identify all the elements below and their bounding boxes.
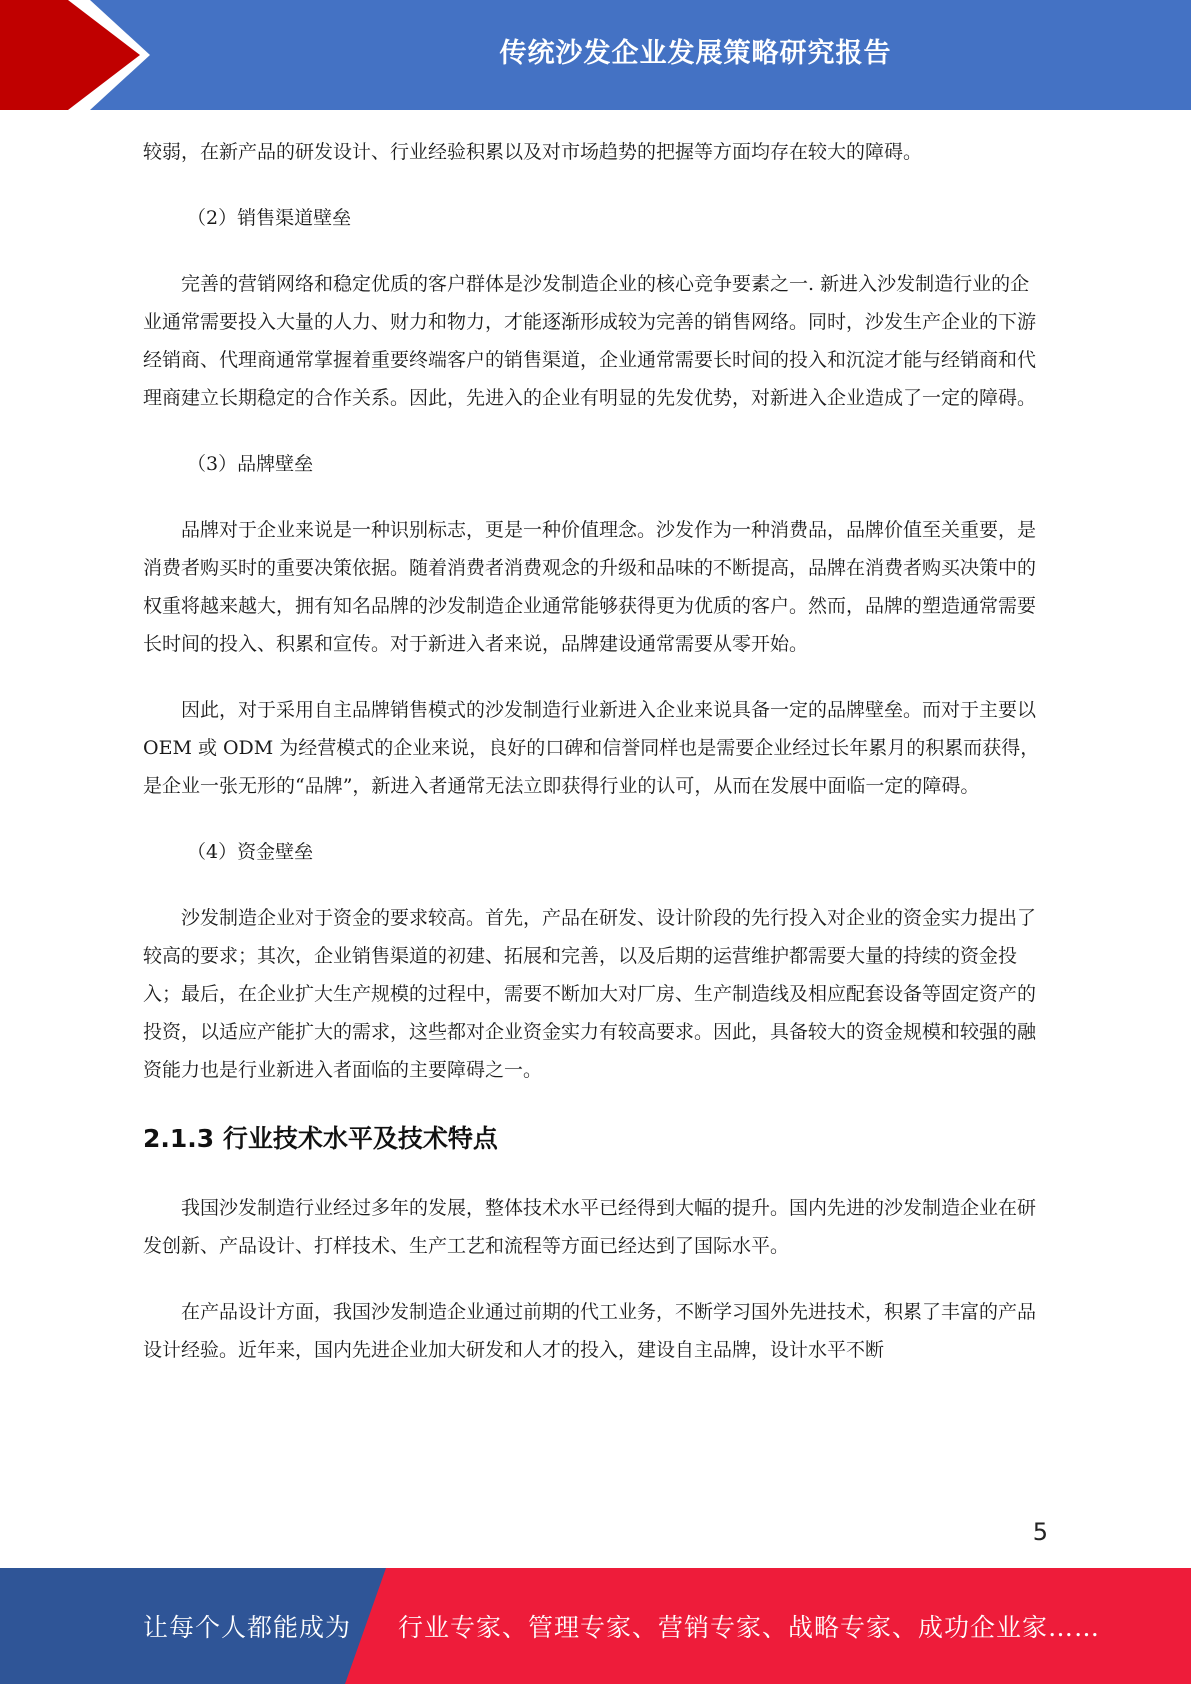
document-body — [143, 133, 1048, 1369]
report-title: 传统沙发企业发展策略研究报告 — [499, 37, 892, 69]
page-header — [0, 0, 1191, 110]
paragraph-sales-channel: 完善的营销网络和稳定优质的客户群体是沙发制造企业的核心竞争要素之一. 新进入沙发制造行业的企业通常需要投入大量的人力、财力和物力，才能逐渐形成较为完善的销售网络。同时，沙发生产企业的下游经销商、代理商通常掌握着重要终端客户的销售渠道，企业通常需要长时间的投入和沉淀才能与经销商和代理商建立长期稳定的合作关系。因此，先进入的企业有明显的先发优势，对新进入企业造成了一定的障碍。 — [143, 273, 1037, 409]
paragraph-brand-1: 品牌对于企业来说是一种识别标志，更是一种价值理念。沙发作为一种消费品，品牌价值至关重要，是消费者购买时的重要决策依据。随着消费者消费观念的升级和品味的不断提高，品牌在消费者购买决策中的权重将越来越大，拥有知名品牌的沙发制造企业通常能够获得更为优质的客户。然而，品牌的塑造通常需要长时间的投入、积累和宣传。对于新进入者来说，品牌建设通常需要从零开始。 — [143, 519, 1037, 655]
section-heading-2-1-3: 2.1.3 行业技术水平及技术特点 — [143, 1124, 498, 1153]
paragraph-brand-2: 因此，对于采用自主品牌销售模式的沙发制造行业新进入企业来说具备一定的品牌壁垒。而对于主要以 OEM 或 ODM 为经营模式的企业来说，良好的口碑和信誉同样也是需要企业经过长年累月的积累而获得，是企业一张无形的“品牌”，新进入者通常无法立即获得行业的认可，从而在发展中面临一定的障碍。 — [143, 699, 1040, 797]
subheading-capital-barrier: （4）资金壁垒 — [187, 841, 314, 863]
footer-slogan-right: 行业专家、管理专家、营销专家、战略专家、成功企业家…… — [398, 1613, 1101, 1642]
footer-slogan-left: 让每个人都能成为 — [143, 1613, 352, 1642]
paragraph-capital: 沙发制造企业对于资金的要求较高。首先，产品在研发、设计阶段的先行投入对企业的资金实力提出了较高的要求；其次，企业销售渠道的初建、拓展和完善，以及后期的运营维护都需要大量的持续的资金投入；最后，在企业扩大生产规模的过程中，需要不断加大对厂房、生产制造线及相应配套设备等固定资产的投资，以适应产能扩大的需求，这些都对企业资金实力有较高要求。因此，具备较大的资金规模和较强的融资能力也是行业新进入者面临的主要障碍之一。 — [143, 907, 1037, 1081]
paragraph-continued: 较弱，在新产品的研发设计、行业经验积累以及对市场趋势的把握等方面均存在较大的障碍。 — [143, 141, 923, 163]
paragraph-tech-2: 在产品设计方面，我国沙发制造企业通过前期的代工业务，不断学习国外先进技术，积累了丰富的产品设计经验。近年来，国内先进企业加大研发和人才的投入，建设自主品牌，设计水平不断 — [143, 1301, 1037, 1361]
page-number: 5 — [1032, 1518, 1048, 1546]
subheading-brand-barrier: （3）品牌壁垒 — [187, 453, 314, 475]
paragraph-tech-1: 我国沙发制造行业经过多年的发展，整体技术水平已经得到大幅的提升。国内先进的沙发制造企业在研发创新、产品设计、打样技术、生产工艺和流程等方面已经达到了国际水平。 — [143, 1197, 1037, 1257]
subheading-sales-channel-barrier: （2）销售渠道壁垒 — [187, 207, 352, 229]
page-footer — [0, 1568, 1191, 1684]
